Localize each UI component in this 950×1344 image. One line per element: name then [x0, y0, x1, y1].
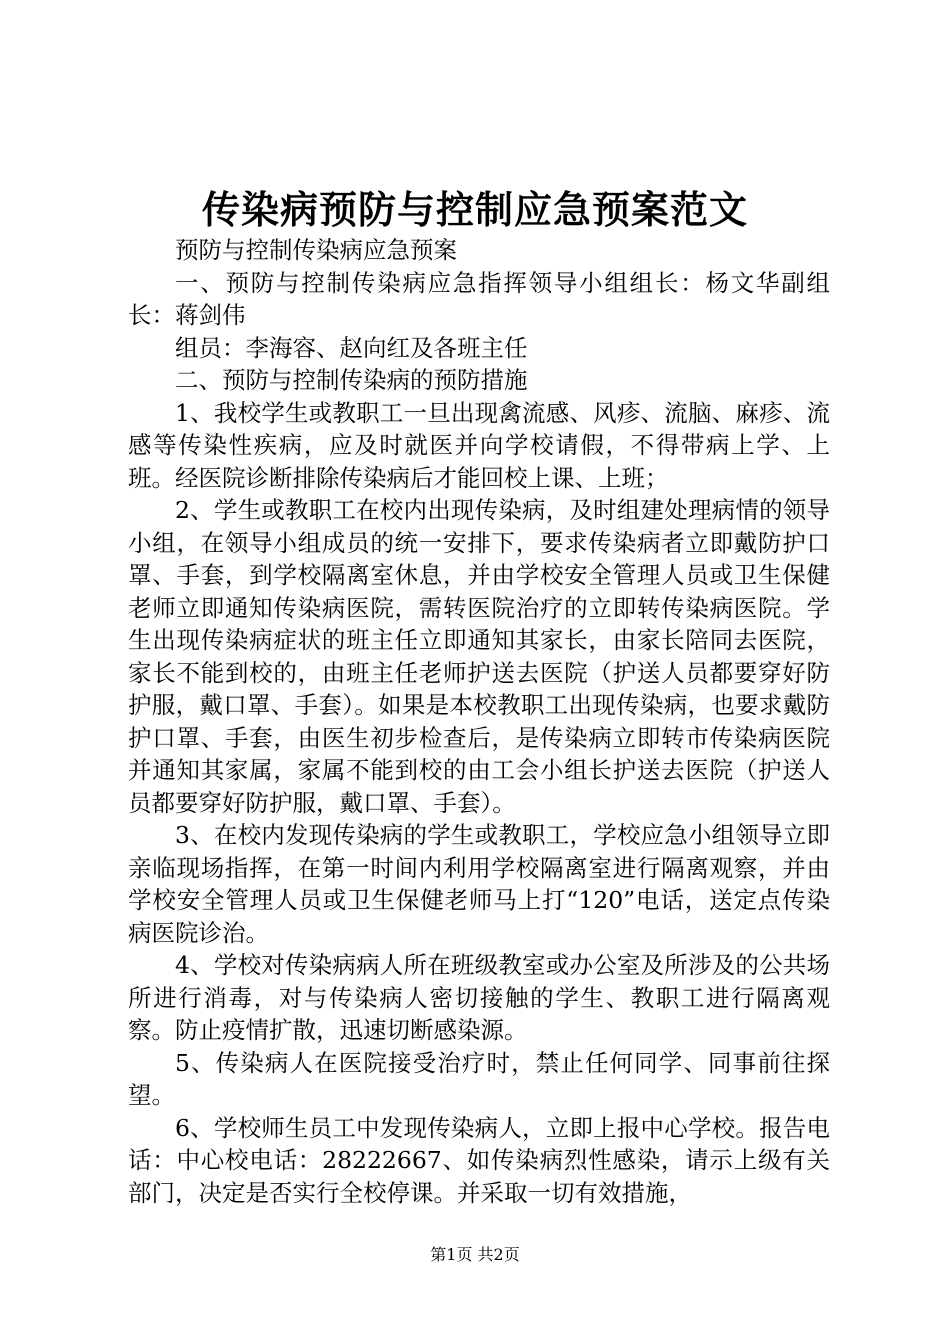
paragraph-item-6: 6、学校师生员工中发现传染病人，立即上报中心学校。报告电话：中心校电话：28222667、如传染病烈性感染，请示上级有关部门，决定是否实行全校停课。并采取一切有效措施，	[128, 1113, 830, 1207]
paragraph-subtitle: 预防与控制传染病应急预案	[175, 236, 457, 264]
document-body	[128, 234, 830, 1209]
paragraph-item-1: 1、我校学生或教职工一旦出现禽流感、风疹、流脑、麻疹、流感等传染性疾病，应及时就医并向学校请假，不得带病上学、上班。经医院诊断排除传染病后才能回校上课、上班；	[128, 398, 830, 492]
paragraph-item-5: 5、传染病人在医院接受治疗时，禁止任何同学、同事前往探望。	[128, 1048, 830, 1109]
paragraph-item-4: 4、学校对传染病病人所在班级教室或办公室及所涉及的公共场所进行消毒，对与传染病人密切接触的学生、教职工进行隔离观察。防止疫情扩散，迅速切断感染源。	[128, 951, 830, 1044]
paragraph-item-2: 2、学生或教职工在校内出现传染病，及时组建处理病情的领导小组，在领导小组成员的统一安排下，要求传染病者立即戴防护口罩、手套，到学校隔离室休息，并由学校安全管理人员或卫生保健老师立即通知传染病医院，需转医院治疗的立即转传染病医院。学生出现传染病症状的班主任立即通知其家长，由家长陪同去医院，家长不能到校的，由班主任老师护送去医院（护送人员都要穿好防护服，戴口罩、手套）。如果是本校教职工出现传染病，也要求戴防护口罩、手套，由医生初步检查后，是传染病立即转市传染病医院并通知其家属，家属不能到校的由工会小组长护送去医院（护送人员都要穿好防护服，戴口罩、手套）。	[128, 496, 830, 817]
page-footer: 第1页 共2页	[430, 1245, 520, 1264]
paragraph-members: 组员：李海容、赵向红及各班主任	[175, 333, 528, 362]
paragraph-item-3: 3、在校内发现传染病的学生或教职工，学校应急小组领导立即亲临现场指挥，在第一时间内利用学校隔离室进行隔离观察，并由学校安全管理人员或卫生保健老师马上打“120”电话，送定点传染病医院诊治。	[128, 821, 830, 947]
document-title: 传染病预防与控制应急预案范文	[201, 187, 748, 232]
paragraph-section-heading: 二、预防与控制传染病的预防措施	[175, 366, 528, 394]
paragraph-leadership-group: 一、预防与控制传染病应急指挥领导小组组长：杨文华副组长：蒋剑伟	[128, 268, 830, 329]
